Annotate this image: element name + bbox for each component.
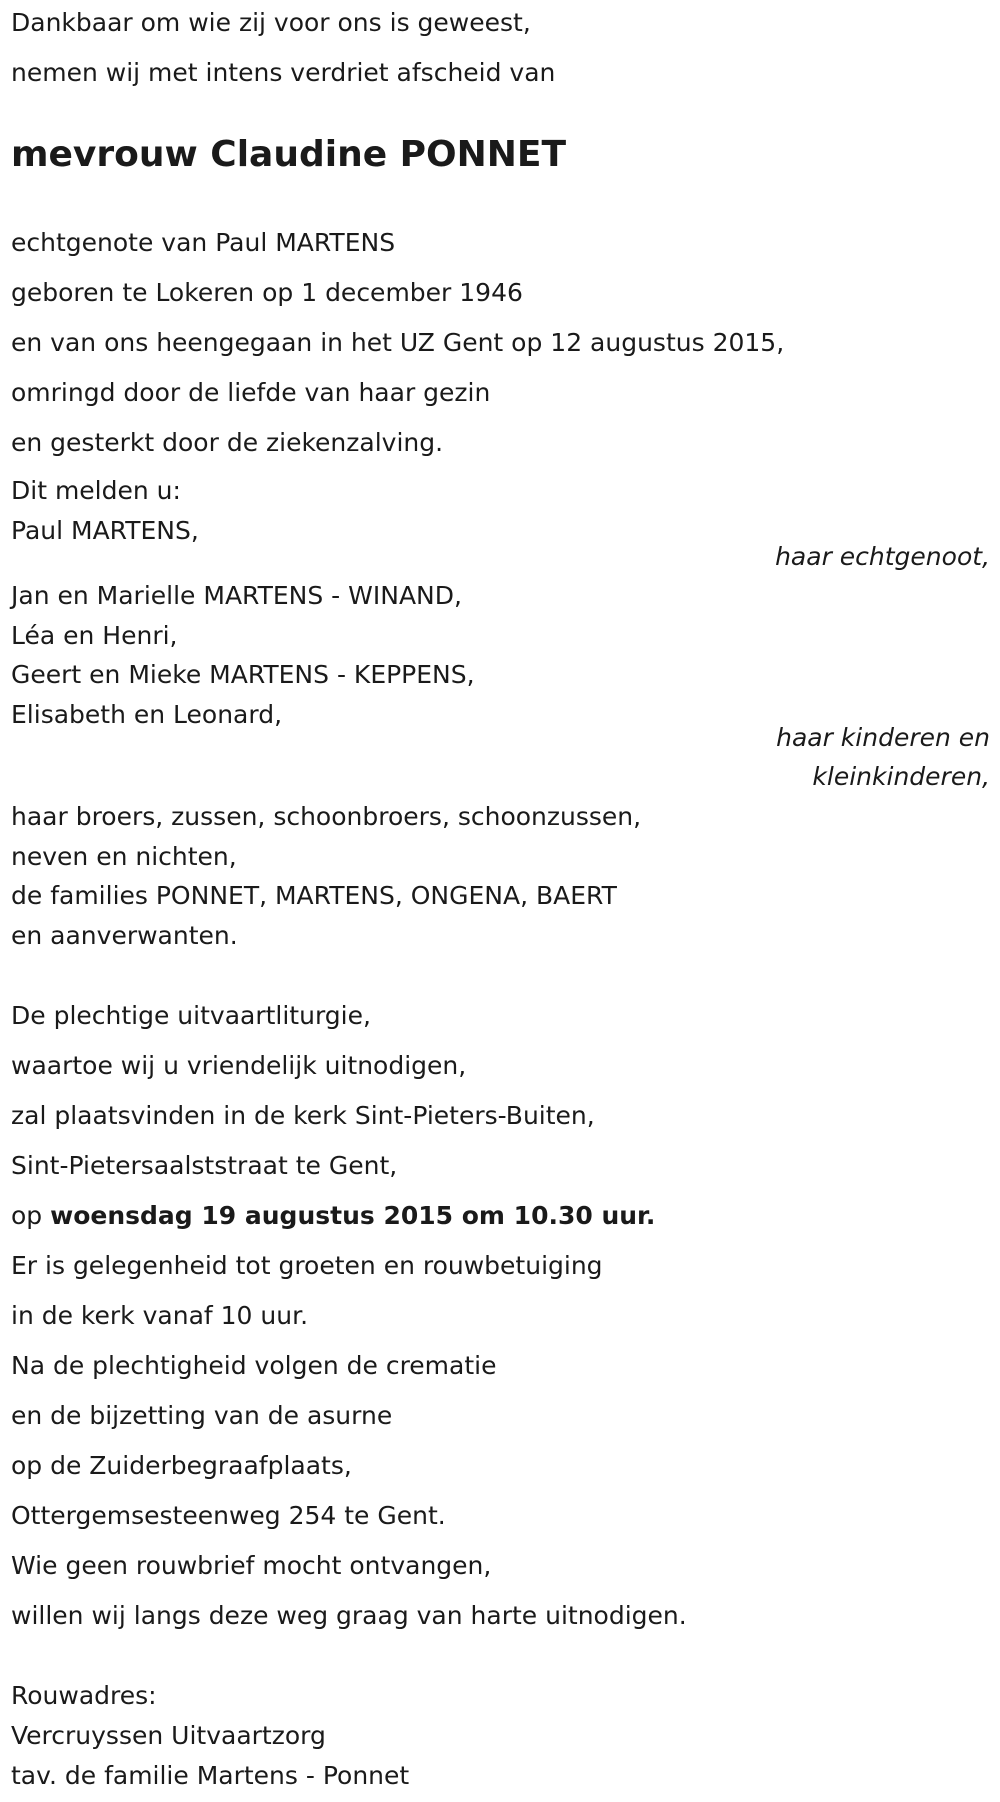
detail-line: en van ons heengegaan in het UZ Gent op 12 augustus 2015, [11,328,785,357]
address-line: Rouwadres: [11,1681,157,1710]
child-name: Léa en Henri, [11,621,178,650]
ceremony-line: Ottergemsesteenweg 254 te Gent. [11,1501,446,1530]
intro-line: Dankbaar om wie zij voor ons is geweest, [11,8,531,37]
address-line: tav. de familie Martens - Ponnet [11,1761,410,1790]
family-line: neven en nichten, [11,842,237,871]
ceremony-line: Er is gelegenheid tot groeten en rouwbetuiging [11,1251,603,1280]
family-line: en aanverwanten. [11,921,238,950]
ceremony-line: waartoe wij u vriendelijk uitnodigen, [11,1051,467,1080]
ceremony-line: zal plaatsvinden in de kerk Sint-Pieters-Buiten, [11,1101,595,1130]
ceremony-date: woensdag 19 augustus 2015 om 10.30 uur. [50,1201,656,1230]
address-line: Vercruyssen Uitvaartzorg [11,1721,326,1750]
ceremony-line: Sint-Pietersaalststraat te Gent, [11,1151,398,1180]
child-name: Geert en Mieke MARTENS - KEPPENS, [11,660,475,689]
detail-line: echtgenote van Paul MARTENS [11,228,396,257]
ceremony-line: en de bijzetting van de asurne [11,1401,393,1430]
ceremony-date-prefix: op [11,1201,51,1230]
family-line: haar broers, zussen, schoonbroers, schoonzussen, [11,802,642,831]
ceremony-date-line [11,1201,655,1231]
ceremony-line: op de Zuiderbegraafplaats, [11,1451,352,1480]
children-relation: haar kinderen en [776,723,990,752]
ceremony-line: willen wij langs deze weg graag van harte uitnodigen. [11,1601,687,1630]
spouse-name: Paul MARTENS, [11,516,199,545]
deceased-name: mevrouw Claudine PONNET [11,134,567,175]
detail-line: en gesterkt door de ziekenzalving. [11,428,444,457]
ceremony-line: in de kerk vanaf 10 uur. [11,1301,309,1330]
spouse-relation: haar echtgenoot, [775,542,990,571]
children-relation: kleinkinderen, [812,762,990,791]
detail-line: omringd door de liefde van haar gezin [11,378,491,407]
detail-line: Dit melden u: [11,476,181,505]
ceremony-line: De plechtige uitvaartliturgie, [11,1001,371,1030]
intro-line: nemen wij met intens verdriet afscheid van [11,58,556,87]
child-name: Jan en Marielle MARTENS - WINAND, [11,581,462,610]
ceremony-line: Na de plechtigheid volgen de crematie [11,1351,497,1380]
ceremony-line: Wie geen rouwbrief mocht ontvangen, [11,1551,492,1580]
family-line: de families PONNET, MARTENS, ONGENA, BAERT [11,881,617,910]
detail-line: geboren te Lokeren op 1 december 1946 [11,278,523,307]
child-name: Elisabeth en Leonard, [11,700,283,729]
